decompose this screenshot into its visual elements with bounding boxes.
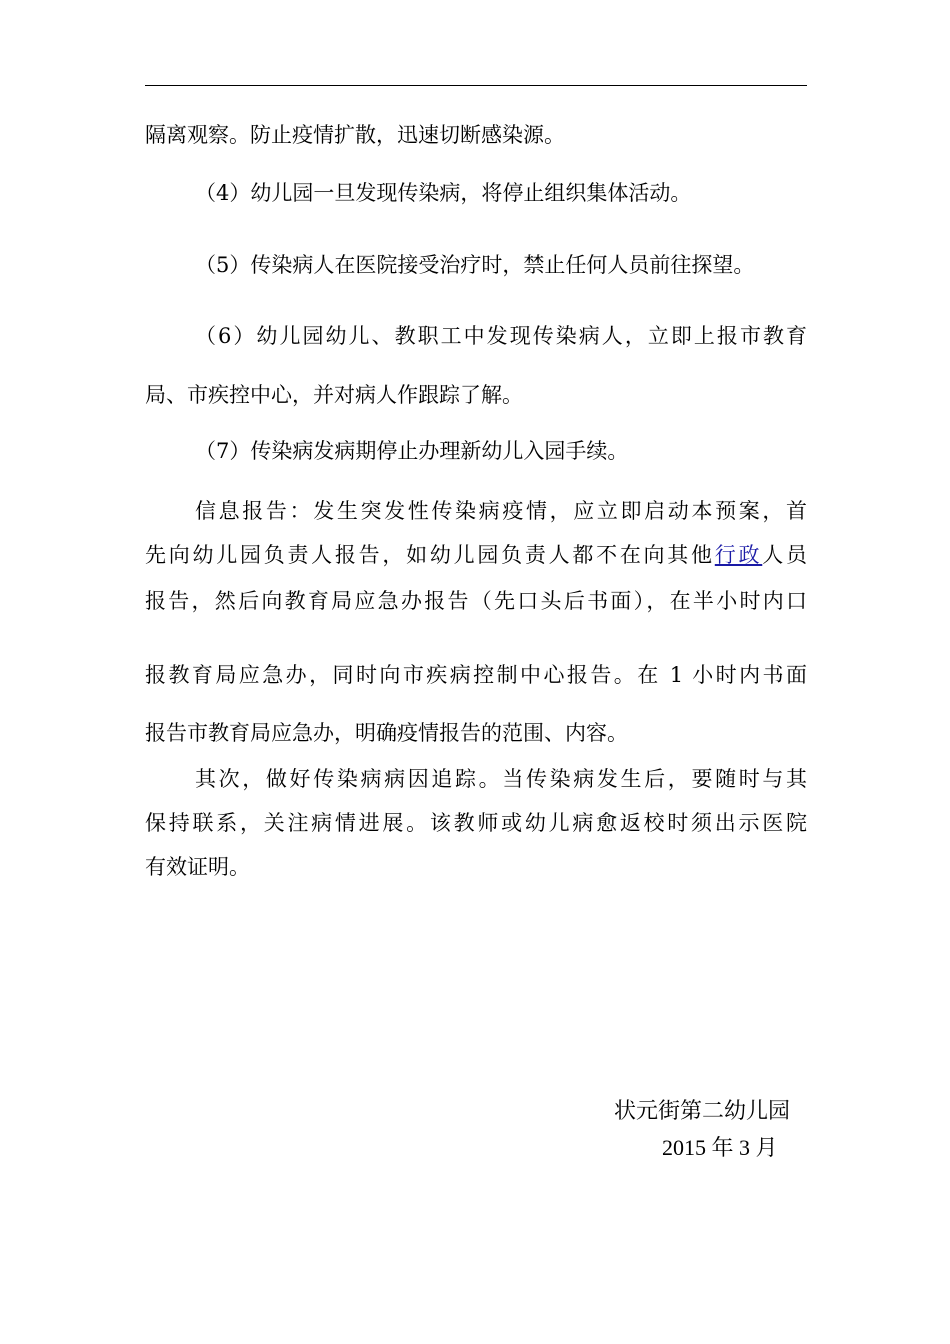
- list-item-6-continued: 局、市疾控中心，并对病人作跟踪了解。: [145, 383, 523, 407]
- text-line: 隔离观察。防止疫情扩散，迅速切断感染源。: [145, 123, 565, 147]
- tracking-paragraph-line: 保持联系，关注病情进展。该教师或幼儿病愈返校时须出示医院: [145, 811, 807, 835]
- report-paragraph-line: 报教育局应急办，同时向市疾病控制中心报告。在 1 小时内书面: [145, 663, 807, 687]
- report-paragraph-line: 信息报告：发生突发性传染病疫情，应立即启动本预案，首: [195, 499, 807, 523]
- report-text-segment: 先向幼儿园负责人报告，如幼儿园负责人都不在向其他: [145, 543, 715, 567]
- administration-link[interactable]: 行政: [714, 543, 763, 567]
- report-paragraph-line: 报告市教育局应急办，明确疫情报告的范围、内容。: [145, 721, 628, 745]
- list-item-4: （4）幼儿园一旦发现传染病，将停止组织集体活动。: [195, 181, 692, 205]
- signature-organization: 状元街第二幼儿园: [614, 1098, 791, 1123]
- tracking-paragraph-line: 有效证明。: [145, 855, 250, 879]
- list-item-6: （6）幼儿园幼儿、教职工中发现传染病人，立即上报市教育: [195, 324, 807, 348]
- list-item-7: （7）传染病发病期停止办理新幼儿入园手续。: [195, 439, 629, 463]
- tracking-paragraph-line: 其次，做好传染病病因追踪。当传染病发生后，要随时与其: [195, 767, 807, 791]
- signature-date: 2015 年 3 月: [662, 1135, 778, 1160]
- report-paragraph-line: 报告，然后向教育局应急办报告（先口头后书面），在半小时内口: [145, 589, 807, 613]
- header-rule: [145, 85, 807, 86]
- report-text-segment: 人员: [762, 543, 808, 567]
- list-item-5: （5）传染病人在医院接受治疗时，禁止任何人员前往探望。: [195, 253, 755, 277]
- report-paragraph-line: [145, 540, 807, 570]
